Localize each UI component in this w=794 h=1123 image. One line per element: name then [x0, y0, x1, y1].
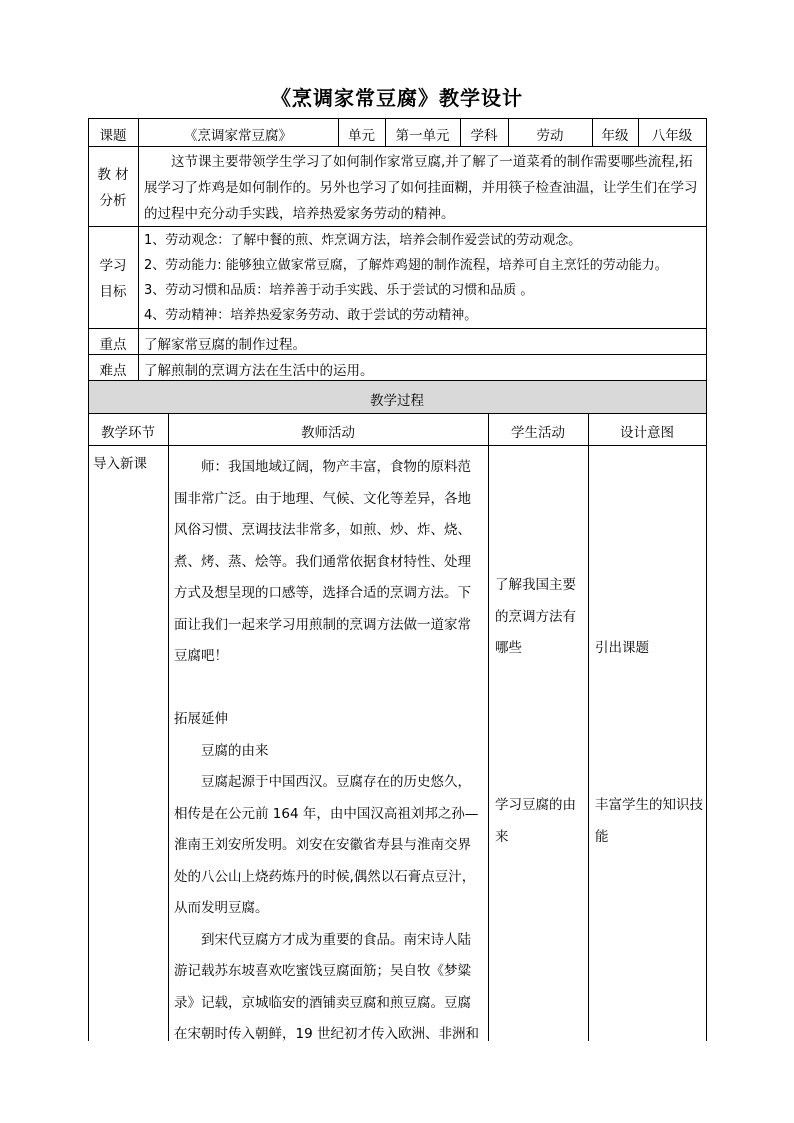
course-value: 《烹调家常豆腐》 [184, 128, 292, 144]
analysis-label-line2: 分析 [99, 193, 127, 209]
stage-name: 导入新课 [93, 456, 147, 472]
goals-list [144, 228, 706, 328]
goals-label-line2: 目标 [99, 284, 127, 300]
extension-title: 拓展延伸 [174, 711, 228, 727]
tofu-origin-title: 豆腐的由来 [201, 742, 269, 759]
table-border [88, 413, 706, 414]
process-header-intent: 设计意图 [620, 425, 674, 441]
analysis-label-line1: 教 材 [97, 167, 129, 183]
unit-label: 单元 [348, 128, 375, 144]
table-border [588, 413, 589, 1041]
table-border [706, 118, 707, 380]
goals-label-line1: 学习 [99, 258, 127, 274]
grade-label: 年级 [601, 128, 629, 144]
table-border [88, 118, 706, 119]
key-point-text: 了解家常豆腐的制作过程。 [144, 337, 306, 353]
teacher-intro: 师：我国地域辽阔，物产丰富，食物的原料范围非常广泛。由于地理、气候、文化等差异，各地风俗习惯、烹调技法非常多，如煎、炒、炸、烧、煮、烤、蒸、烩等。我们通常依据食材特性、处理方式及想呈现的口感等，选择合适的烹调方法。下面让我们一起来学习用煎制的烹调方法做一道家常豆腐吧！ [174, 459, 471, 664]
table-border [88, 380, 89, 1041]
table-border [88, 328, 706, 329]
difficulty-text: 了解煎制的烹调方法在生活中的运用。 [144, 363, 374, 379]
student-activity-1: 了解我国主要的烹调方法有哪些 [495, 577, 576, 656]
table-border [706, 380, 707, 1041]
subject-label: 学科 [470, 128, 498, 144]
process-header-teacher: 教师活动 [301, 425, 355, 441]
goals-label [88, 253, 138, 305]
analysis-text: 这节课主要带领学生学习了如何制作家常豆腐,并了解了一道菜肴的制作需要哪些流程,拓展学习了炸鸡是如何制作的。另外也学习了如何挂面糊，并用筷子检查油温，让学生们在学习的过程中充分动手实践，培养热爱家务劳动的精神。 [144, 154, 698, 222]
table-border [88, 146, 706, 147]
teacher-spacer [174, 673, 484, 705]
table-border [168, 413, 169, 1041]
key-point-label: 重点 [99, 337, 127, 353]
process-header-stage: 教学环节 [101, 425, 155, 441]
course-label: 课题 [99, 128, 127, 144]
table-border [88, 445, 706, 446]
goal-item: 1、劳动观念：了解中餐的煎、炸烹调方法，培养会制作爱尝试的劳动观念。 [144, 233, 582, 248]
student-activity-2: 学习豆腐的由来 [495, 797, 576, 845]
intent-2: 丰富学生的知识技能 [595, 797, 703, 845]
teacher-activity [174, 452, 484, 1051]
process-header-student: 学生活动 [511, 425, 565, 441]
table-border [488, 413, 489, 1041]
subject-value: 劳动 [536, 128, 564, 144]
table-border [88, 354, 706, 355]
unit-value: 第一单元 [395, 128, 450, 144]
tofu-paragraph-2: 到宋代豆腐方才成为重要的食品。南宋诗人陆游记载苏东坡喜欢吃蜜饯豆腐面筋；吴自牧《梦粱录》记载，京城临安的酒铺卖豆腐和煎豆腐。豆腐在宋朝时传入朝鲜，19 世纪初才传入欧洲、非洲和 [174, 931, 479, 1042]
grade-value: 八年级 [651, 128, 693, 144]
tofu-paragraph-1: 豆腐起源于中国西汉。豆腐存在的历史悠久，相传是在公元前 164 年，由中国汉高祖刘邦之孙—淮南王刘安所发明。刘安在安徽省寿县与淮南交界处的八公山上烧药炼丹的时候,偶然以石膏点豆汁，从而发明豆腐。 [174, 774, 479, 916]
goal-item: 2、劳动能力: 能够独立做家常豆腐，了解炸鸡翅的制作流程，培养可自主烹饪的劳动能力。 [144, 258, 668, 273]
difficulty-label: 难点 [99, 363, 127, 379]
goal-item: 3、劳动习惯和品质：培养善于动手实践、乐于尝试的习惯和品质 。 [144, 283, 534, 298]
goal-item: 4、劳动精神：培养热爱家务劳动、敢于尝试的劳动精神。 [144, 308, 478, 323]
document-title: 《烹调家常豆腐》教学设计 [271, 86, 523, 110]
table-border [138, 118, 139, 380]
analysis-label [88, 162, 138, 214]
intent-1: 引出课题 [595, 640, 649, 656]
process-banner: 教学过程 [370, 393, 424, 409]
